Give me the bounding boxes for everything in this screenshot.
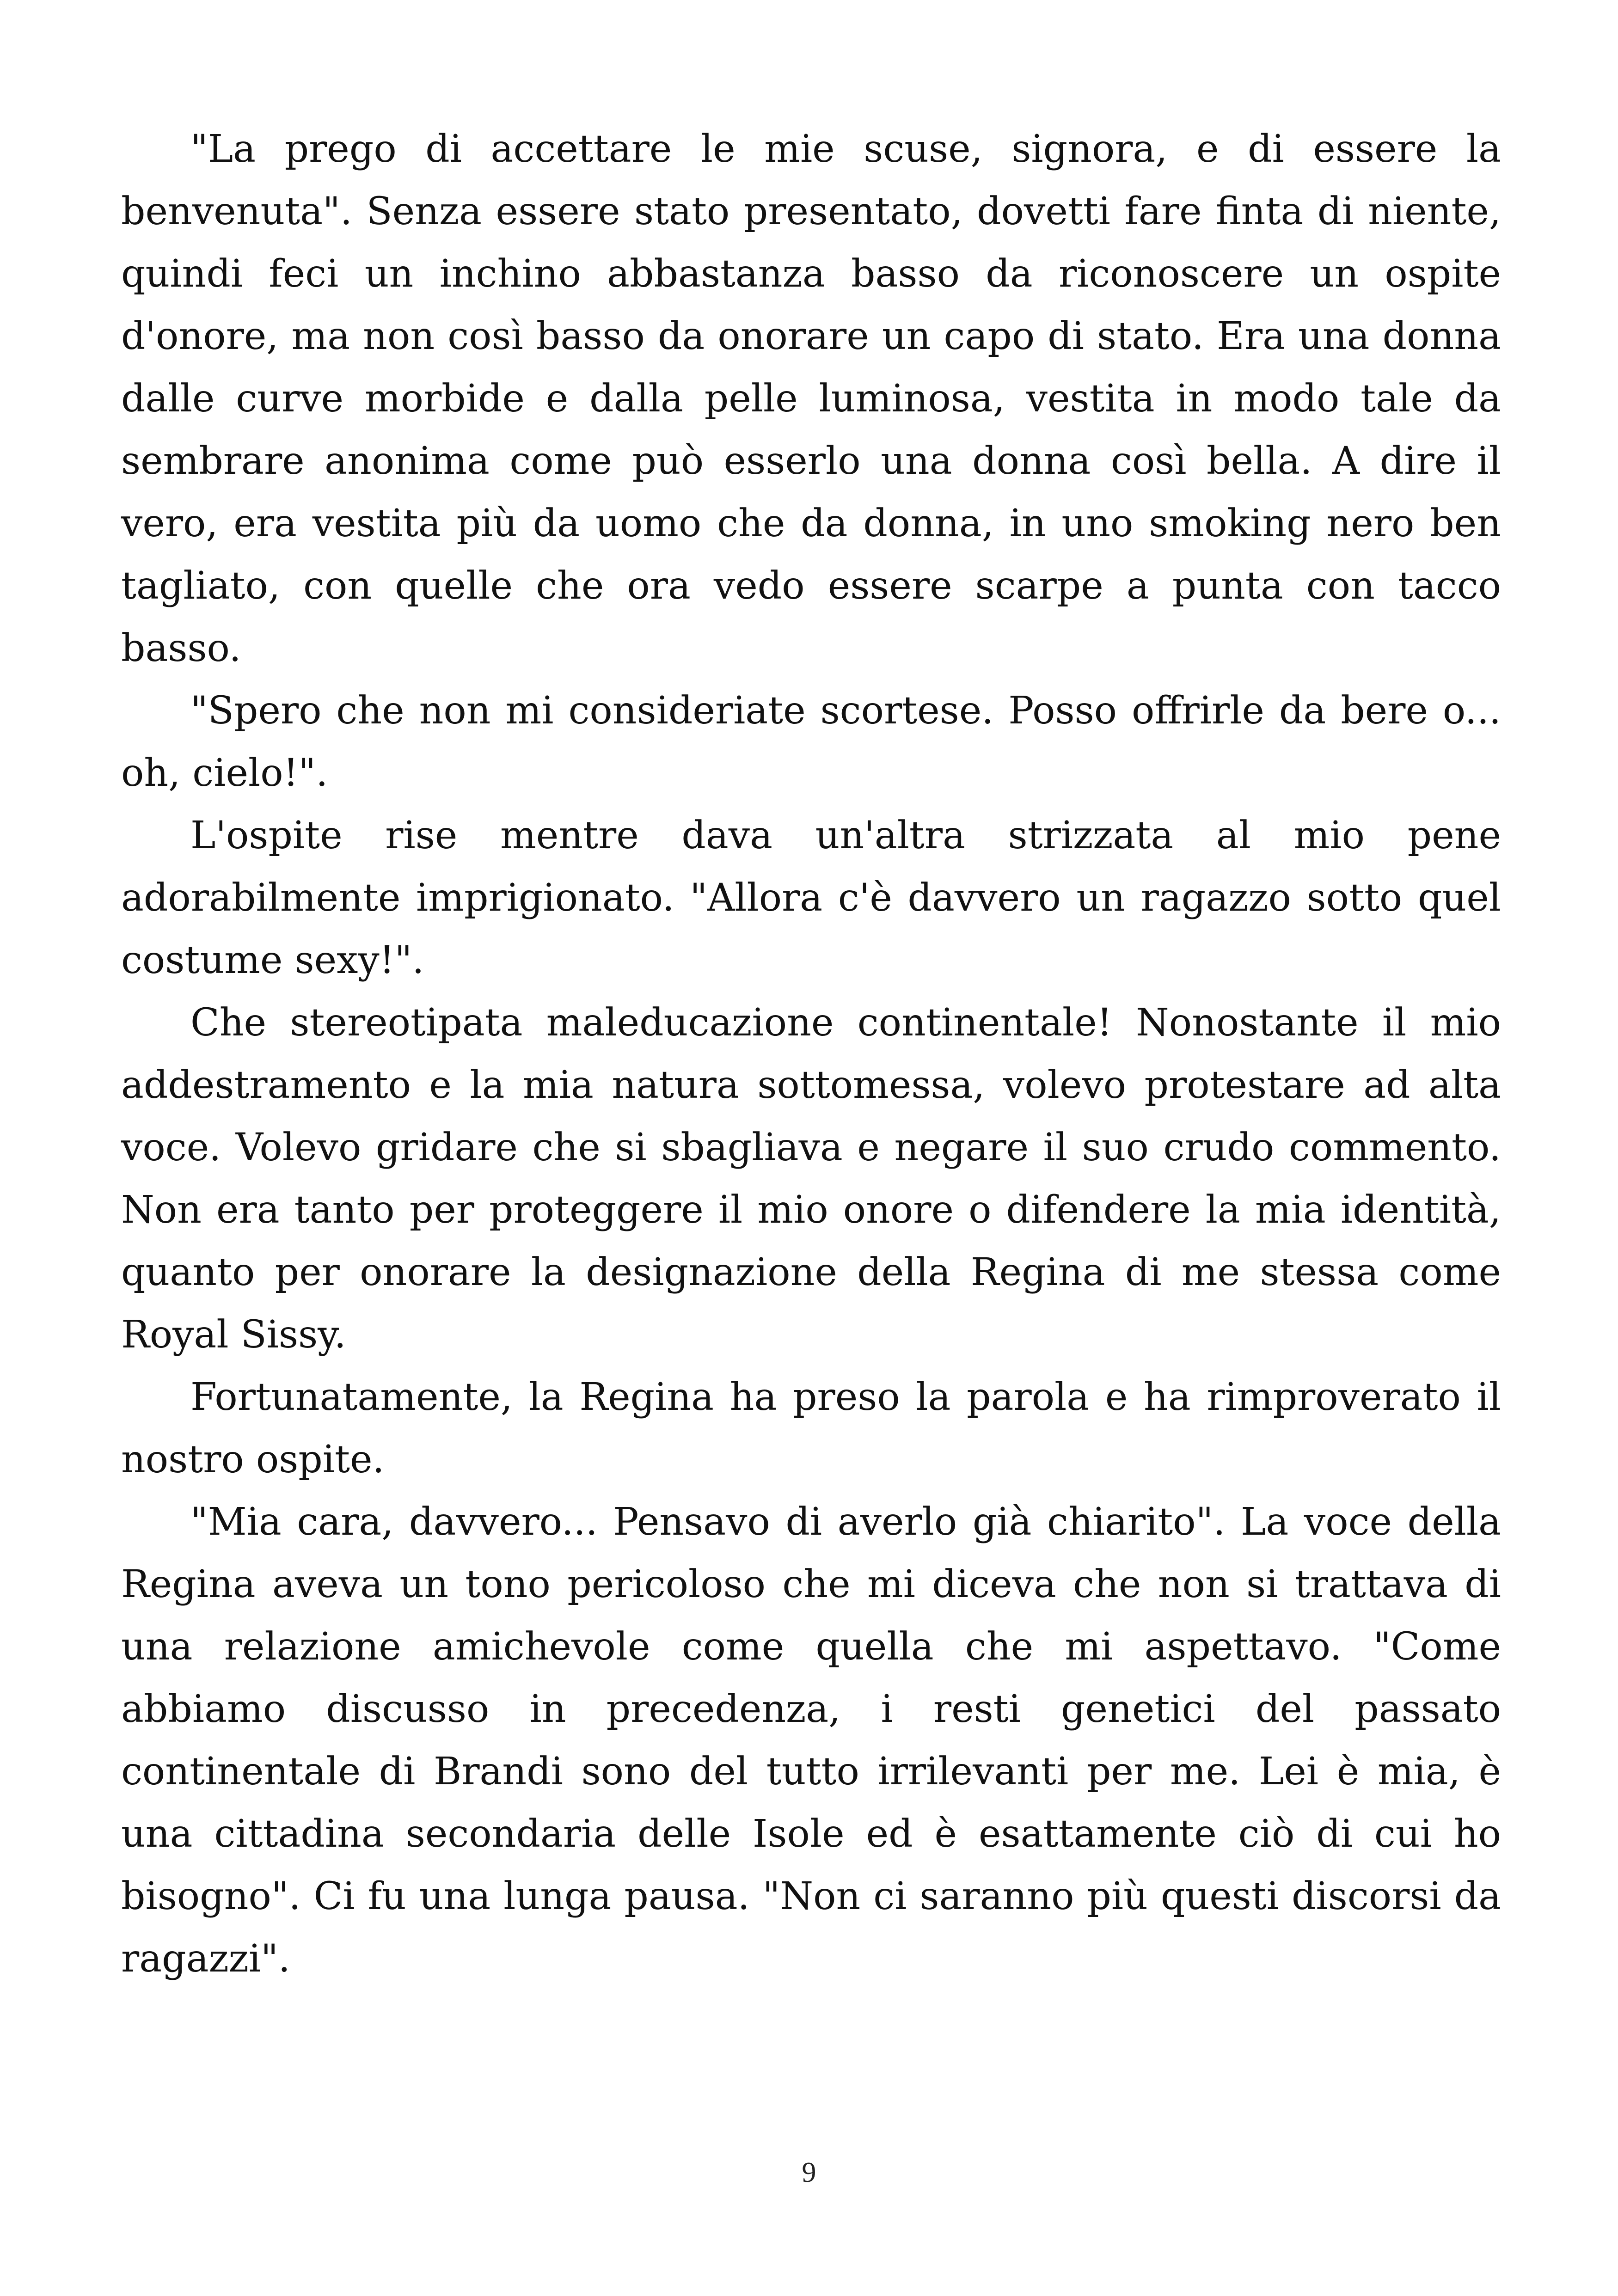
paragraph-2: "Spero che non mi consideriate scortese. Posso offrirle da bere o... oh, cielo!". (121, 689, 1501, 795)
body-text (121, 118, 1501, 1990)
paragraph-6: "Mia cara, davvero... Pensavo di averlo già chiarito". La voce della Regina aveva un tono pericoloso che mi diceva che non si trattava di una relazione amichevole come quella che mi aspettavo. "Come abbiamo discusso in precedenza, i resti genetici del passato continentale di Brandi sono del tutto irrilevanti per me. Lei è mia, è una cittadina secondaria delle Isole ed è esattamente ciò di cui ho bisogno". Ci fu una lunga pausa. "Non ci saranno più questi discorsi da ragazzi". (121, 1500, 1501, 1981)
paragraph-5: Fortunatamente, la Regina ha preso la parola e ha rimproverato il nostro ospite. (121, 1375, 1501, 1482)
paragraph-4: Che stereotipata maleducazione continentale! Nonostante il mio addestramento e la mia natura sottomessa, volevo protestare ad alta voce. Volevo gridare che si sbagliava e negare il suo crudo commento. Non era tanto per proteggere il mio onore o difendere la mia identità, quanto per onorare la designazione della Regina di me stessa come Royal Sissy. (121, 1001, 1501, 1357)
page-number: 9 (802, 2157, 816, 2188)
paragraph-1: "La prego di accettare le mie scuse, signora, e di essere la benvenuta". Senza essere stato presentato, dovetti fare finta di niente, quindi feci un inchino abbastanza basso da riconoscere un ospite d'onore, ma non così basso da onorare un capo di stato. Era una donna dalle curve morbide e dalla pelle luminosa, vestita in modo tale da sembrare anonima come può esserlo una donna così bella. A dire il vero, era vestita più da uomo che da donna, in uno smoking nero ben tagliato, con quelle che ora vedo essere scarpe a punta con tacco basso. (121, 127, 1501, 670)
paragraph-3: L'ospite rise mentre dava un'altra strizzata al mio pene adorabilmente imprigionato. "Allora c'è davvero un ragazzo sotto quel costume sexy!". (121, 814, 1501, 982)
